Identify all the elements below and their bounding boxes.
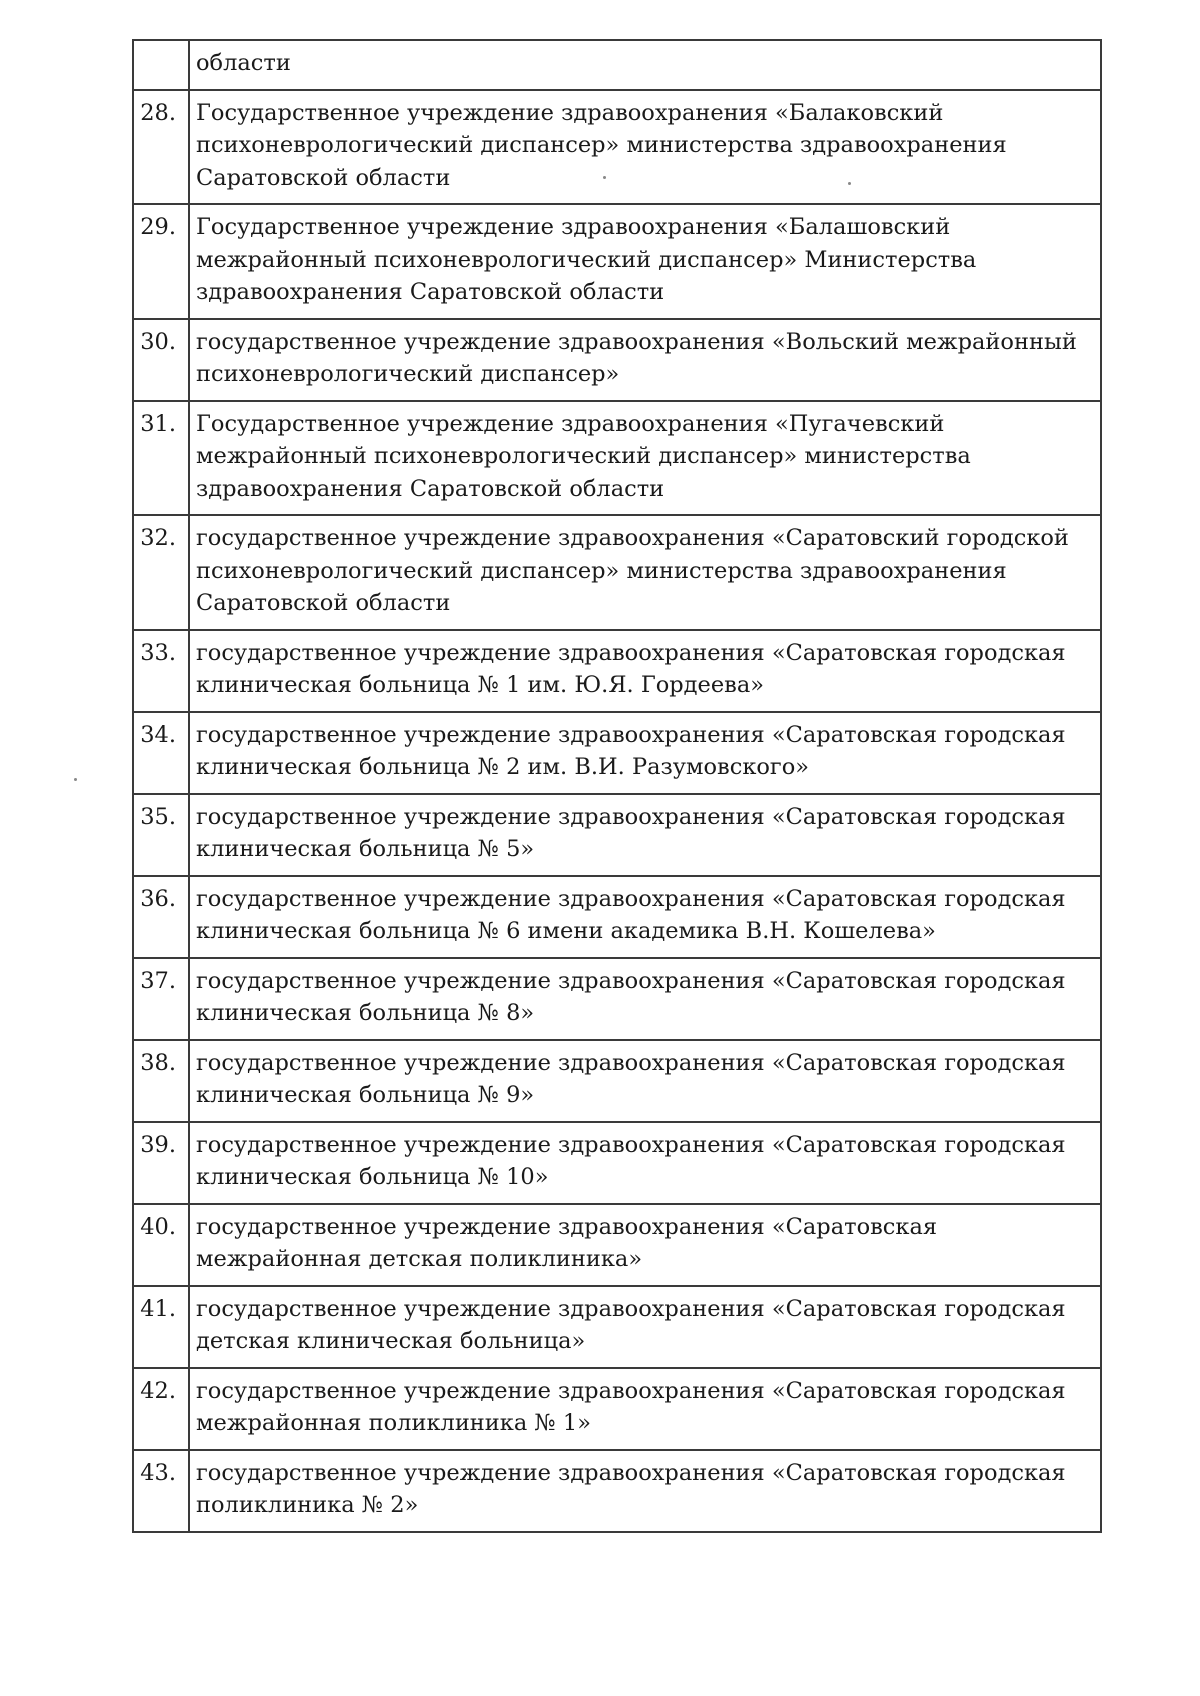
institution-name: Государственное учреждение здравоохранения «Пугачевский межрайонный психоневрологический диспансер» министерства здравоохранения Саратовской области xyxy=(189,401,1101,516)
institution-name: государственное учреждение здравоохранения «Вольский межрайонный психоневрологический диспансер» xyxy=(189,319,1101,401)
table-row xyxy=(133,1204,1101,1286)
row-number: 28. xyxy=(133,90,189,205)
table-row xyxy=(133,630,1101,712)
scan-speck xyxy=(74,778,77,781)
table-row xyxy=(133,1450,1101,1532)
table-row xyxy=(133,1122,1101,1204)
row-number: 30. xyxy=(133,319,189,401)
institutions-table-body xyxy=(133,40,1101,1532)
institutions-table xyxy=(132,39,1102,1533)
institution-name: государственное учреждение здравоохранения «Саратовская городская клиническая больница № 2 им. В.И. Разумовского» xyxy=(189,712,1101,794)
row-number: 37. xyxy=(133,958,189,1040)
table-row xyxy=(133,204,1101,319)
institution-name: государственное учреждение здравоохранения «Саратовская городская клиническая больница № 5» xyxy=(189,794,1101,876)
table-row xyxy=(133,1286,1101,1368)
table-row xyxy=(133,401,1101,516)
row-number: 36. xyxy=(133,876,189,958)
institution-name: Государственное учреждение здравоохранения «Балашовский межрайонный психоневрологический диспансер» Министерства здравоохранения Саратовской области xyxy=(189,204,1101,319)
institution-name: государственное учреждение здравоохранения «Саратовская городская поликлиника № 2» xyxy=(189,1450,1101,1532)
institution-name: государственное учреждение здравоохранения «Саратовская межрайонная детская поликлиника» xyxy=(189,1204,1101,1286)
row-number: 38. xyxy=(133,1040,189,1122)
institution-name: государственное учреждение здравоохранения «Саратовская городская клиническая больница № 10» xyxy=(189,1122,1101,1204)
institution-name: области xyxy=(189,40,1101,90)
row-number: 33. xyxy=(133,630,189,712)
institution-name: государственное учреждение здравоохранения «Саратовская городская детская клиническая больница» xyxy=(189,1286,1101,1368)
table-row xyxy=(133,958,1101,1040)
institution-name: государственное учреждение здравоохранения «Саратовская городская клиническая больница № 1 им. Ю.Я. Гордеева» xyxy=(189,630,1101,712)
institution-name: государственное учреждение здравоохранения «Саратовский городской психоневрологический диспансер» министерства здравоохранения Саратовской области xyxy=(189,515,1101,630)
row-number xyxy=(133,40,189,90)
row-number: 43. xyxy=(133,1450,189,1532)
row-number: 41. xyxy=(133,1286,189,1368)
row-number: 32. xyxy=(133,515,189,630)
table-row xyxy=(133,794,1101,876)
row-number: 40. xyxy=(133,1204,189,1286)
table-row xyxy=(133,40,1101,90)
institution-name: Государственное учреждение здравоохранения «Балаковский психоневрологический диспансер» министерства здравоохранения Саратовской области xyxy=(189,90,1101,205)
institution-name: государственное учреждение здравоохранения «Саратовская городская клиническая больница № 8» xyxy=(189,958,1101,1040)
table-row xyxy=(133,1040,1101,1122)
institution-name: государственное учреждение здравоохранения «Саратовская городская клиническая больница № 9» xyxy=(189,1040,1101,1122)
table-row xyxy=(133,319,1101,401)
table-row xyxy=(133,90,1101,205)
row-number: 29. xyxy=(133,204,189,319)
table-row xyxy=(133,1368,1101,1450)
table-row xyxy=(133,876,1101,958)
table-row xyxy=(133,712,1101,794)
row-number: 31. xyxy=(133,401,189,516)
row-number: 39. xyxy=(133,1122,189,1204)
table-row xyxy=(133,515,1101,630)
row-number: 42. xyxy=(133,1368,189,1450)
row-number: 35. xyxy=(133,794,189,876)
institution-name: государственное учреждение здравоохранения «Саратовская городская межрайонная поликлиника № 1» xyxy=(189,1368,1101,1450)
row-number: 34. xyxy=(133,712,189,794)
institution-name: государственное учреждение здравоохранения «Саратовская городская клиническая больница № 6 имени академика В.Н. Кошелева» xyxy=(189,876,1101,958)
